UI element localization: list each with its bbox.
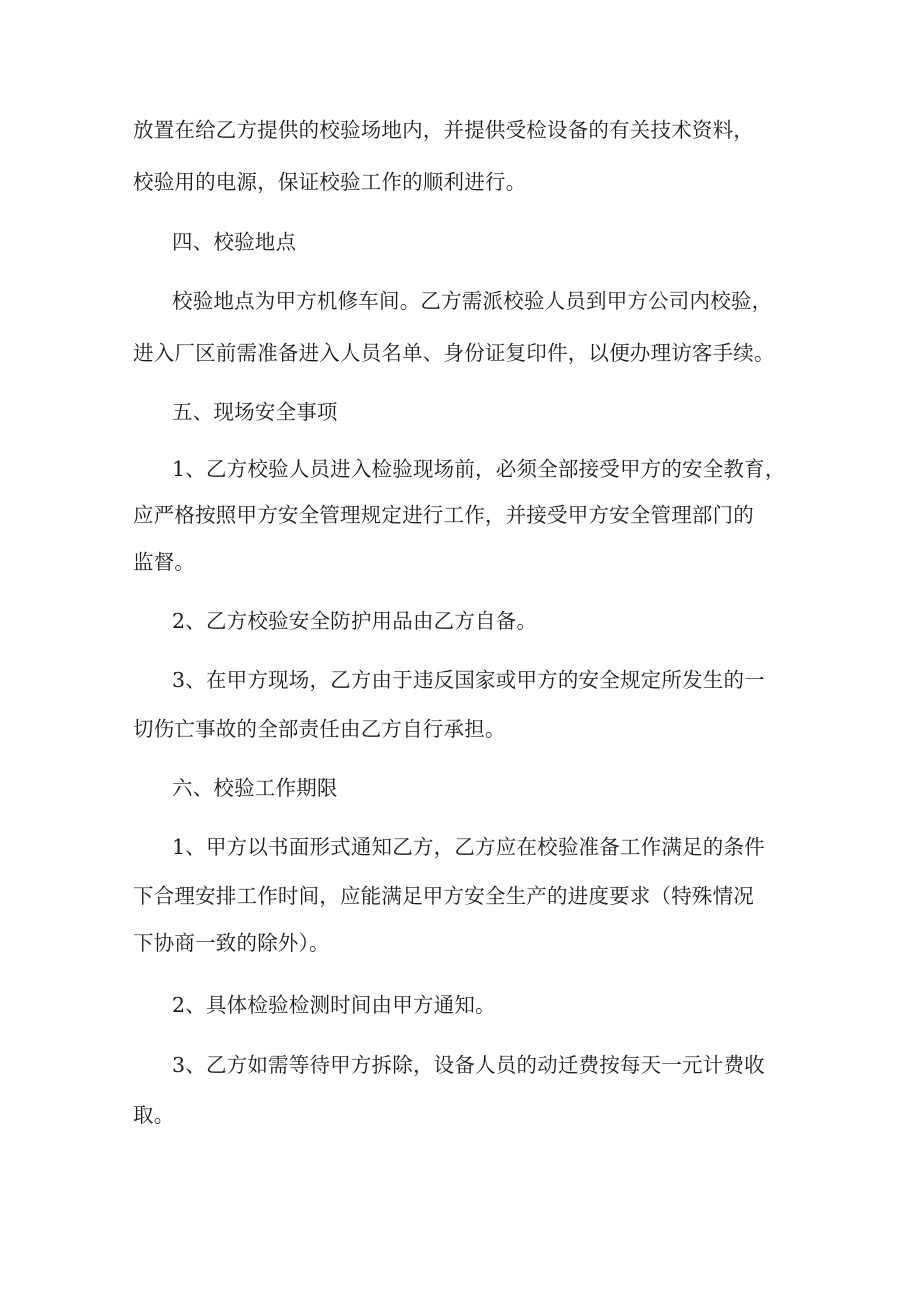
text-line: 取。	[133, 1103, 175, 1127]
section-heading-safety: 五、现场安全事项	[172, 400, 338, 424]
text-line: 下协商一致的除外）。	[133, 931, 330, 955]
text-line: 切伤亡事故的全部责任由乙方自行承担。	[133, 717, 506, 741]
text-line: 下合理安排工作时间，应能满足甲方安全生产的进度要求（特殊情况	[133, 884, 754, 908]
text-line: 3、乙方如需等待甲方拆除，设备人员的动迁费按每天一元计费收	[172, 1053, 765, 1077]
text-line: 监督。	[133, 550, 196, 574]
text-line: 进入厂区前需准备进入人员名单、身份证复印件，以便办理访客手续。	[133, 341, 775, 365]
text-line: 应严格按照甲方安全管理规定进行工作，并接受甲方安全管理部门的	[133, 503, 754, 527]
text-line: 1、甲方以书面形式通知乙方，乙方应在校验准备工作满足的条件	[172, 835, 765, 859]
section-heading-period: 六、校验工作期限	[172, 776, 338, 800]
text-line: 校验地点为甲方机修车间。乙方需派校验人员到甲方公司内校验，	[172, 289, 773, 313]
text-line: 校验用的电源，保证校验工作的顺利进行。	[133, 170, 527, 194]
text-line: 3、在甲方现场，乙方由于违反国家或甲方的安全规定所发生的一	[172, 668, 765, 692]
text-line: 2、乙方校验安全防护用品由乙方自备。	[172, 609, 538, 633]
text-line: 1、乙方校验人员进入检验现场前，必须全部接受甲方的安全教育，	[172, 457, 786, 481]
section-heading-location: 四、校验地点	[172, 230, 297, 254]
text-line: 放置在给乙方提供的校验场地内，并提供受检设备的有关技术资料，	[133, 118, 754, 142]
text-line: 2、具体检验检测时间由甲方通知。	[172, 993, 496, 1017]
